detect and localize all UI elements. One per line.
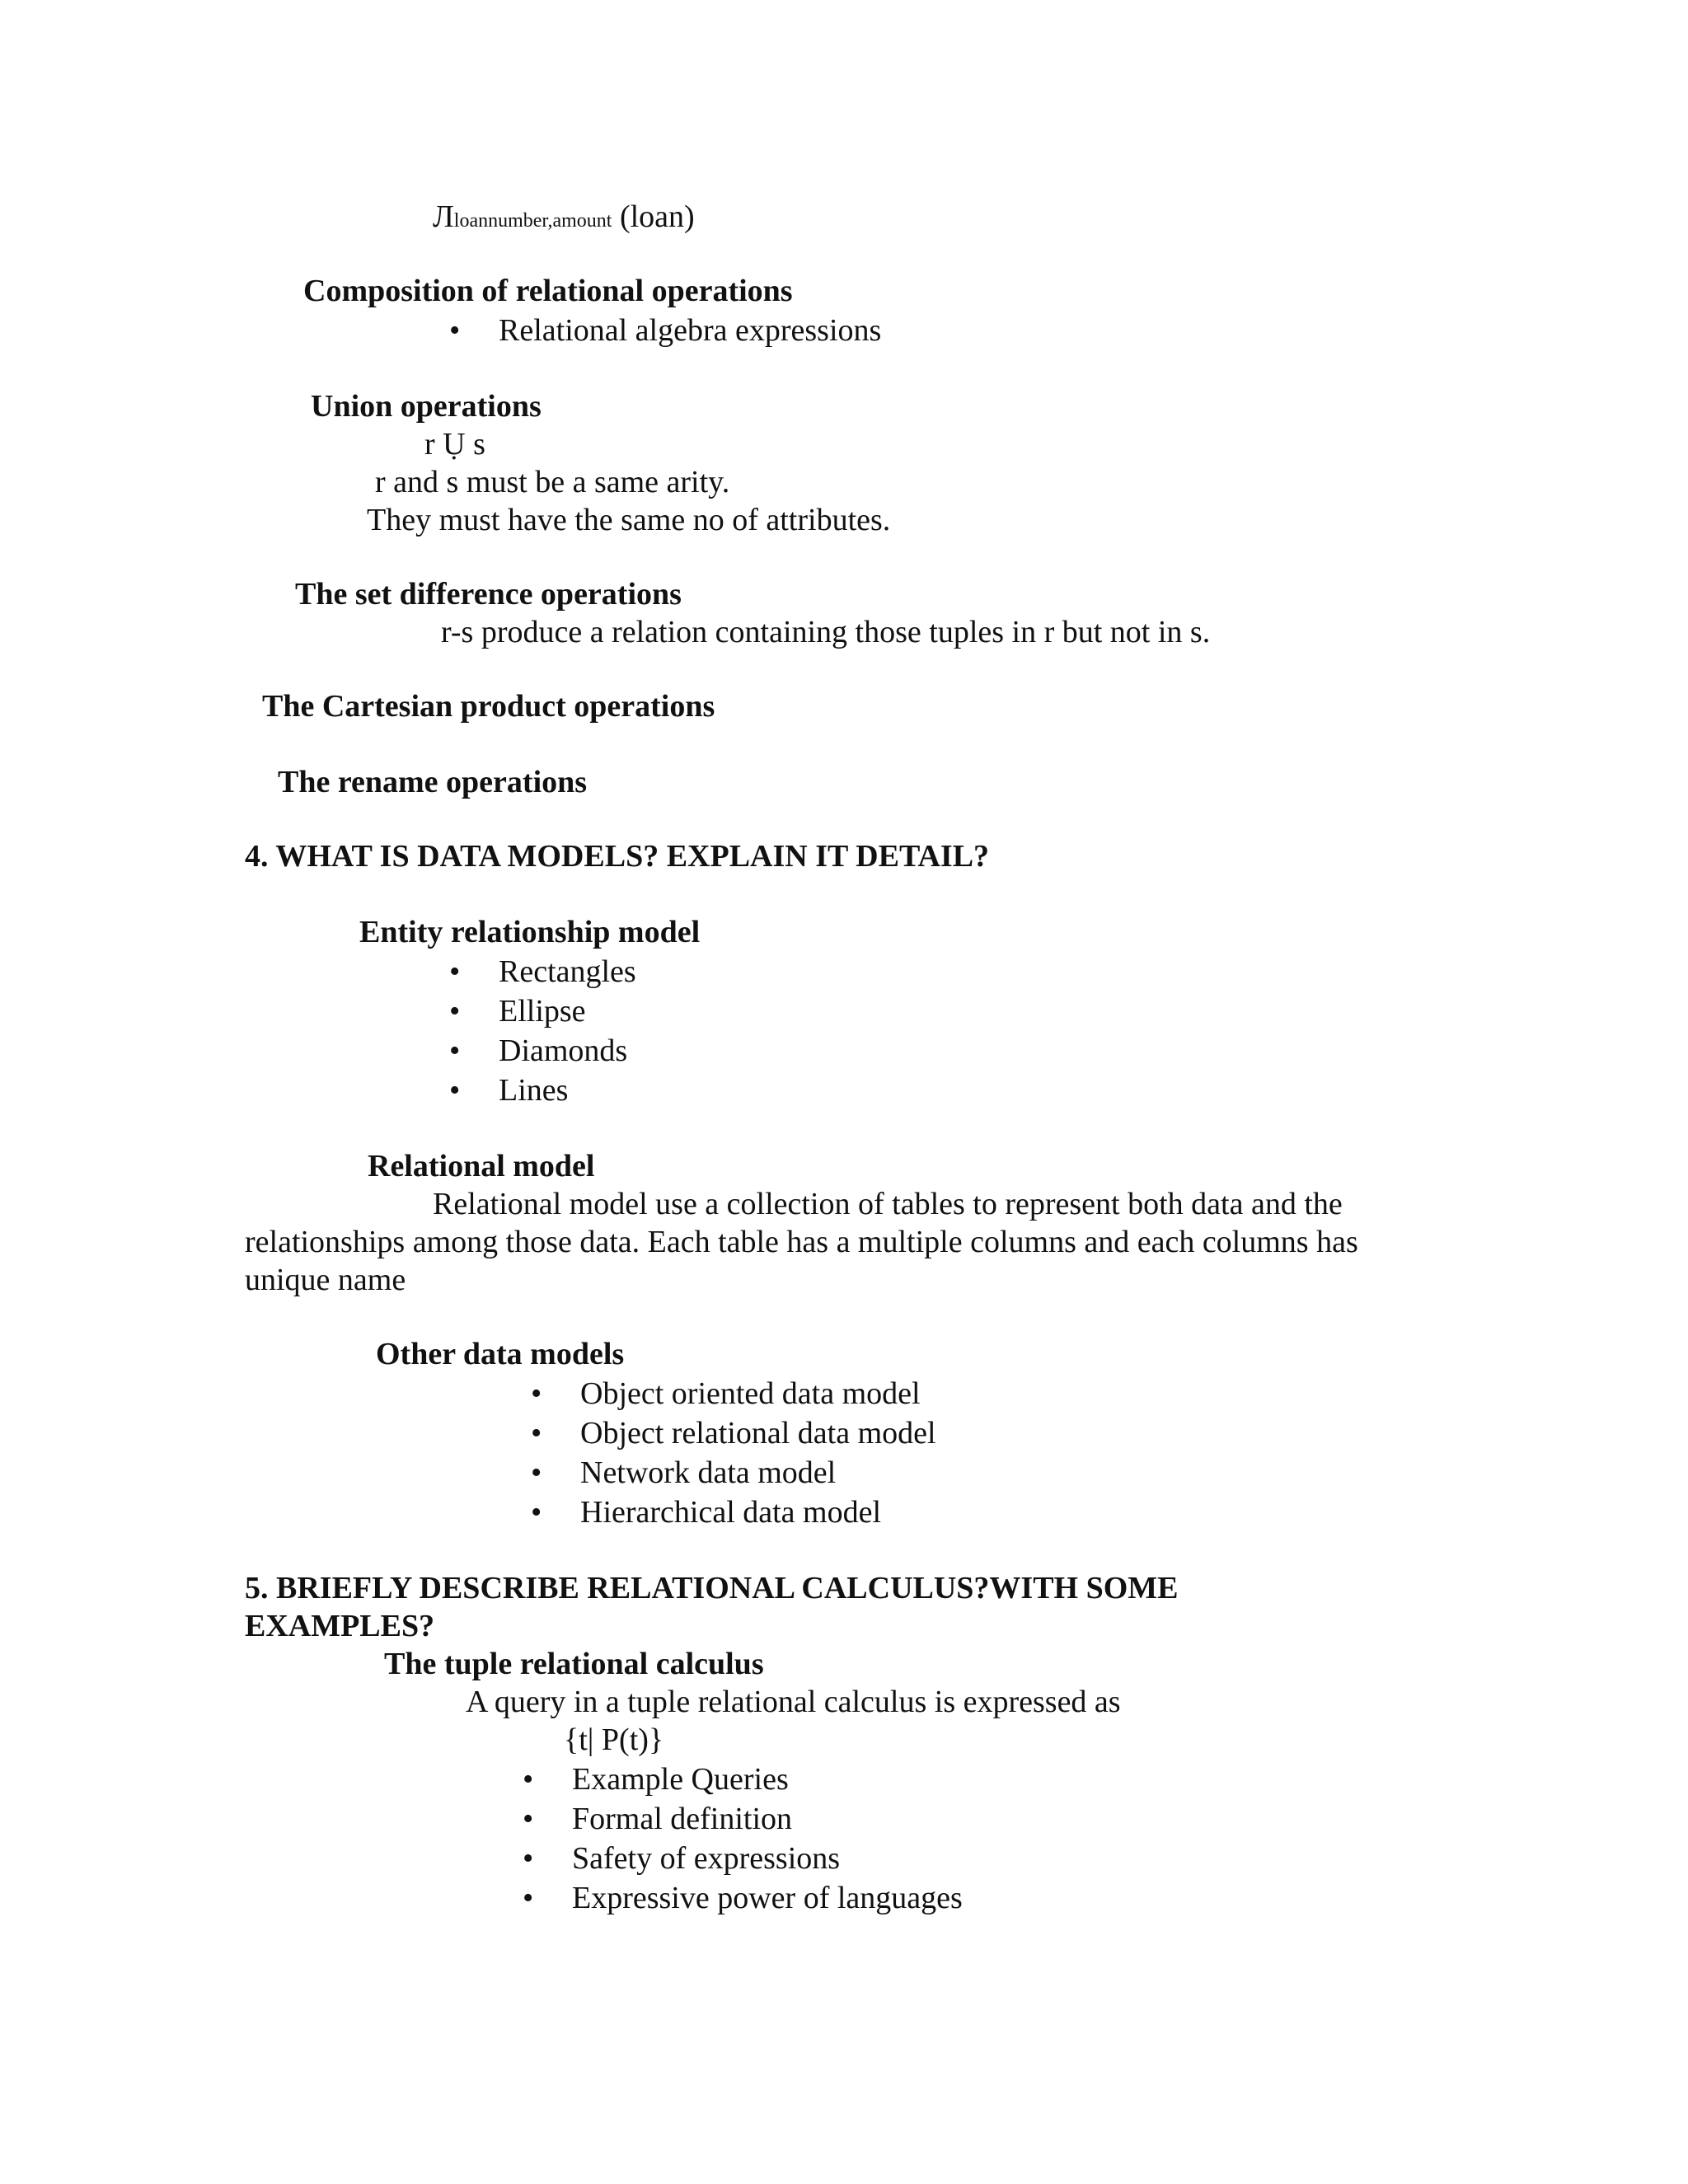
bullet-icon: • <box>531 1376 542 1411</box>
composition-item: Relational algebra expressions <box>499 313 882 348</box>
other-model-item: Hierarchical data model <box>580 1495 882 1530</box>
set-difference-heading: The set difference operations <box>295 577 682 612</box>
bullet-icon: • <box>531 1416 542 1451</box>
tuple-calculus-item: Formal definition <box>572 1802 793 1836</box>
union-attributes-note: They must have the same no of attributes. <box>367 503 891 537</box>
cartesian-heading: The Cartesian product operations <box>262 689 715 724</box>
projection-symbol: Л <box>433 199 454 234</box>
set-difference-description: r-s produce a relation containing those tuples in r but not in s. <box>441 615 1211 649</box>
composition-heading: Composition of relational operations <box>303 274 793 308</box>
other-model-item: Object relational data model <box>580 1416 936 1451</box>
bullet-icon: • <box>449 954 461 989</box>
bullet-icon: • <box>449 313 461 348</box>
er-item: Ellipse <box>499 994 586 1029</box>
bullet-icon: • <box>523 1841 534 1876</box>
tuple-calculus-description: A query in a tuple relational calculus is expressed as <box>466 1685 1121 1719</box>
other-models-heading: Other data models <box>376 1337 625 1371</box>
other-model-item: Object oriented data model <box>580 1376 921 1411</box>
relational-model-text-line: relationships among those data. Each table has a multiple columns and each columns has <box>245 1225 1358 1259</box>
rename-heading: The rename operations <box>278 765 588 799</box>
question-5-title-line-2: EXAMPLES? <box>245 1609 435 1643</box>
bullet-icon: • <box>531 1495 542 1530</box>
bullet-icon: • <box>523 1762 534 1797</box>
tuple-calculus-item: Example Queries <box>572 1762 789 1797</box>
bullet-icon: • <box>449 1033 461 1068</box>
relational-model-text-line: Relational model use a collection of tables to represent both data and the <box>433 1187 1343 1221</box>
bullet-icon: • <box>523 1881 534 1915</box>
other-model-item: Network data model <box>580 1455 837 1490</box>
relational-model-heading: Relational model <box>368 1149 595 1183</box>
er-model-heading: Entity relationship model <box>359 915 701 949</box>
tuple-calculus-expression: {t| P(t)} <box>564 1722 664 1757</box>
tuple-calculus-item: Safety of expressions <box>572 1841 841 1876</box>
question-5-title-line-1: 5. BRIEFLY DESCRIBE RELATIONAL CALCULUS?WITH SOME <box>245 1571 1179 1605</box>
union-heading: Union operations <box>311 389 542 424</box>
er-item: Diamonds <box>499 1033 628 1068</box>
union-expression: r Ụ s <box>424 427 485 462</box>
bullet-icon: • <box>531 1455 542 1490</box>
er-item: Rectangles <box>499 954 636 989</box>
bullet-icon: • <box>449 994 461 1029</box>
projection-argument: (loan) <box>612 199 695 234</box>
er-item: Lines <box>499 1073 569 1108</box>
union-arity-note: r and s must be a same arity. <box>375 465 730 499</box>
tuple-calculus-heading: The tuple relational calculus <box>384 1647 764 1681</box>
projection-subscript: loannumber,amount <box>453 210 612 232</box>
relational-model-text-line: unique name <box>245 1263 406 1297</box>
bullet-icon: • <box>449 1073 461 1108</box>
question-4-title: 4. WHAT IS DATA MODELS? EXPLAIN IT DETAIL? <box>245 839 990 874</box>
tuple-calculus-item: Expressive power of languages <box>572 1881 963 1915</box>
projection-expression <box>433 198 695 240</box>
bullet-icon: • <box>523 1802 534 1836</box>
